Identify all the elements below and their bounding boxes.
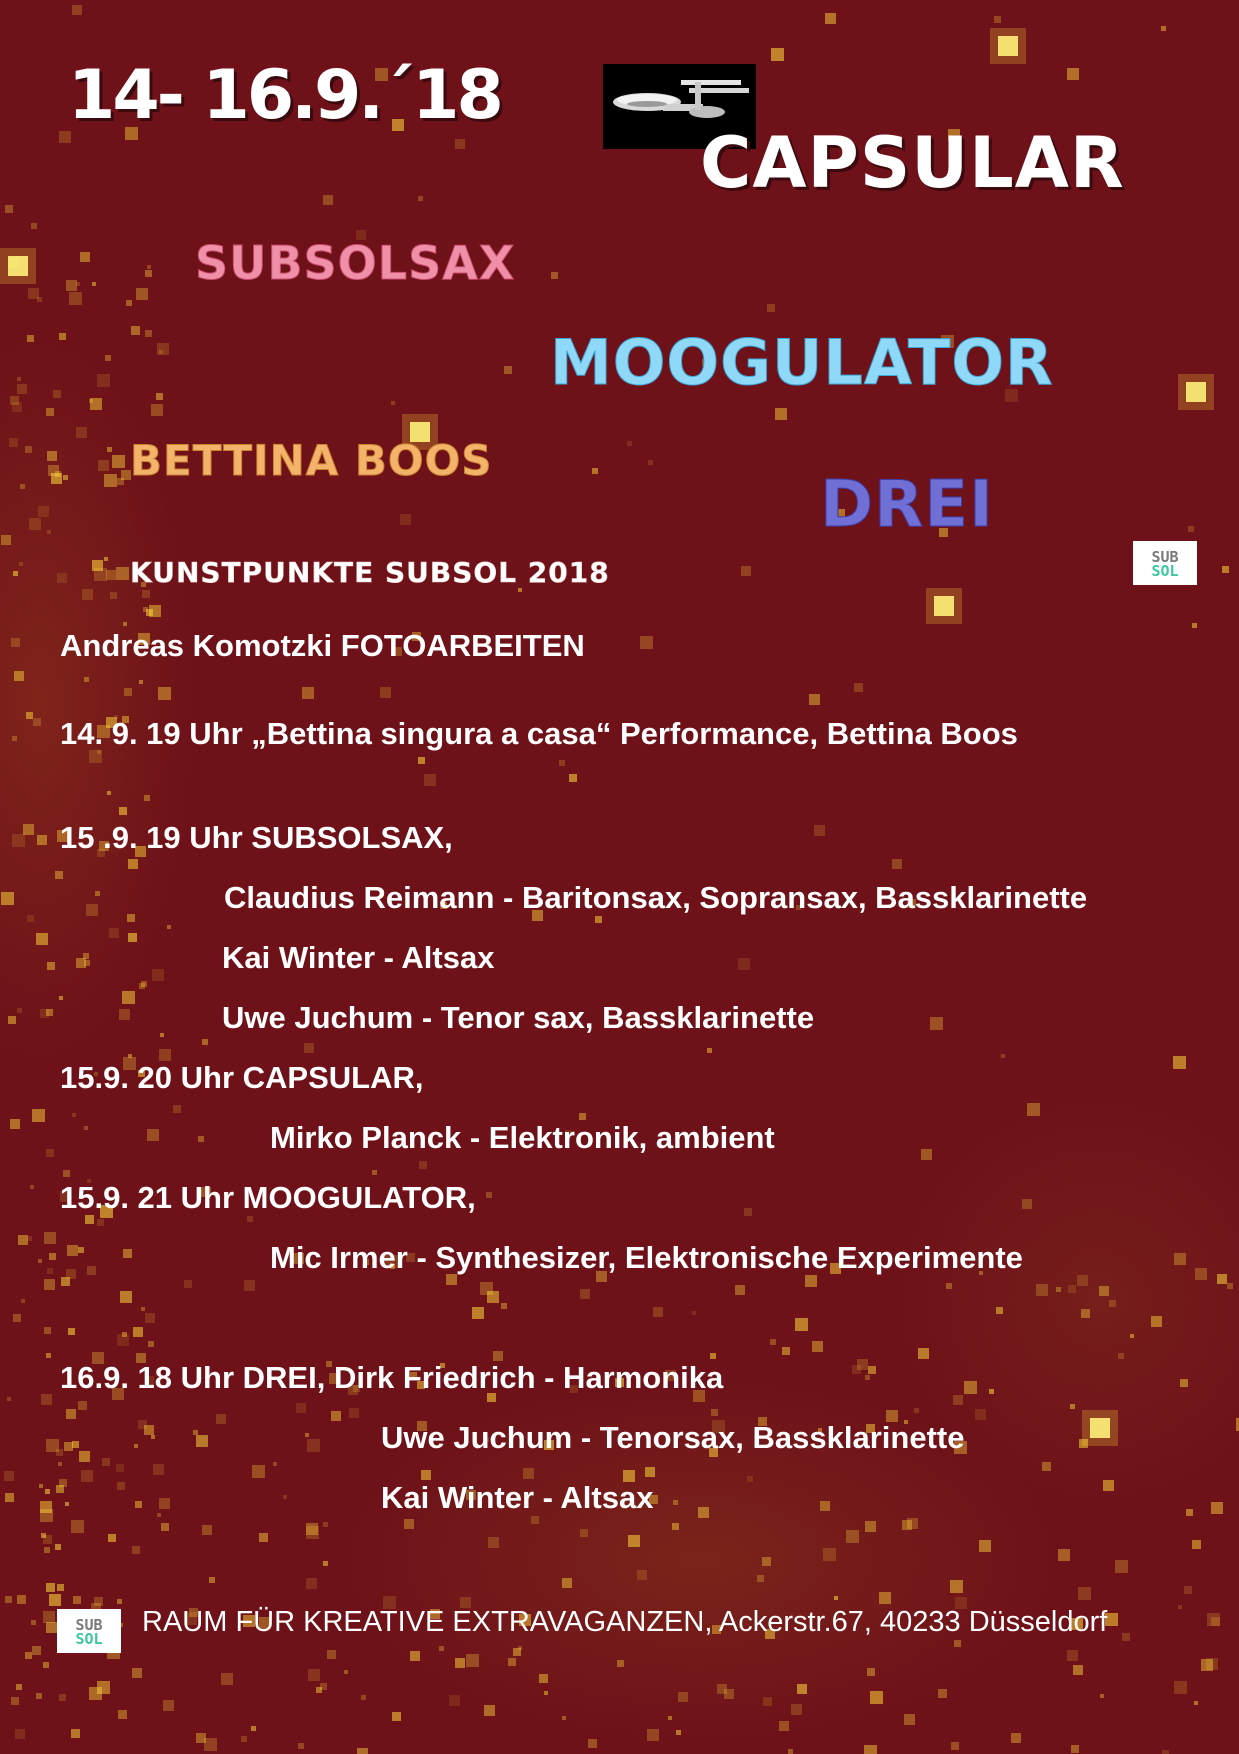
member-line: Kai Winter - Altsax xyxy=(381,1480,654,1515)
subsol-logo xyxy=(57,1609,121,1653)
capsular-title: CAPSULAR xyxy=(700,122,1125,204)
event-line-moogulator: 15.9. 21 Uhr MOOGULATOR, xyxy=(60,1180,476,1215)
event-line-bettina: 14. 9. 19 Uhr „Bettina singura a casa“ Performance, Bettina Boos xyxy=(60,716,1018,751)
logo-top-text: SUB xyxy=(75,1616,103,1634)
exhibition-line: Andreas Komotzki FOTOARBEITEN xyxy=(60,628,585,663)
member-line: Mirko Planck - Elektronik, ambient xyxy=(270,1120,775,1155)
moogulator-title: MOOGULATOR xyxy=(550,326,1054,399)
member-line: Kai Winter - Altsax xyxy=(222,940,495,975)
drei-title: DREI xyxy=(820,468,994,542)
event-line-subsolsax: 15 .9. 19 Uhr SUBSOLSAX, xyxy=(60,820,453,855)
logo-bottom-text: SOL xyxy=(1151,562,1179,580)
event-line-drei: 16.9. 18 Uhr DREI, Dirk Friedrich - Harmonika xyxy=(60,1360,724,1395)
event-dates-title: 14- 16.9.´18 xyxy=(68,56,501,135)
member-line: Uwe Juchum - Tenorsax, Bassklarinette xyxy=(381,1420,965,1455)
bettina-boos-title: BETTINA BOOS xyxy=(130,436,493,485)
member-line: Claudius Reimann - Baritonsax, Sopransax, Bassklarinette xyxy=(224,880,1088,915)
member-line: Mic Irmer - Synthesizer, Elektronische Experimente xyxy=(270,1240,1023,1275)
venue-address: RAUM FÜR KREATIVE EXTRAVAGANZEN, Ackerstr.67, 40233 Düsseldorf xyxy=(142,1606,1108,1638)
member-line: Uwe Juchum - Tenor sax, Bassklarinette xyxy=(222,1000,815,1035)
event-line-capsular: 15.9. 20 Uhr CAPSULAR, xyxy=(60,1060,424,1095)
subsolsax-title: SUBSOLSAX xyxy=(195,236,516,290)
logo-top-text: SUB xyxy=(1151,548,1179,566)
subsol-logo xyxy=(1133,541,1197,585)
kunstpunkte-title: KUNSTPUNKTE SUBSOL 2018 xyxy=(130,556,610,589)
logo-bottom-text: SOL xyxy=(75,1630,103,1648)
